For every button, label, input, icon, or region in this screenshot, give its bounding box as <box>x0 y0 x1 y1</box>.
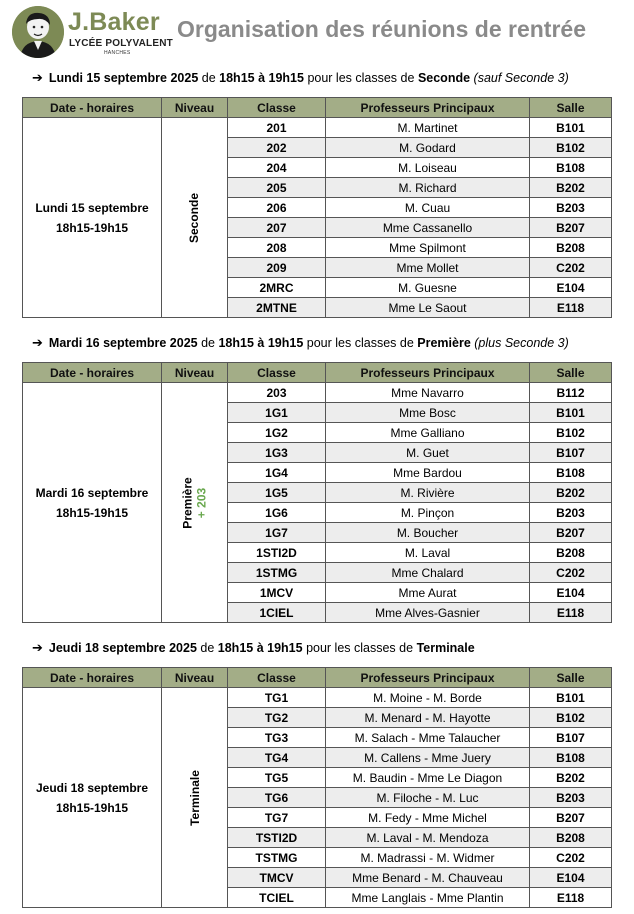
section-intro-terminale <box>32 640 475 656</box>
professeur-cell: M. Loiseau <box>326 158 530 178</box>
intro-level: Première <box>417 336 471 350</box>
professeur-cell: Mme Galliano <box>326 423 530 443</box>
col-header-niveau: Niveau <box>162 363 228 383</box>
col-header-prof: Professeurs Principaux <box>326 668 530 688</box>
arrow-icon: ➔ <box>32 640 43 655</box>
classe-cell: 1STI2D <box>228 543 326 563</box>
classe-cell: 207 <box>228 218 326 238</box>
date-hours-cell <box>23 688 162 908</box>
date-line: Lundi 15 septembre <box>35 200 149 215</box>
professeur-cell: M. Martinet <box>326 118 530 138</box>
table-header-row <box>23 98 612 118</box>
salle-cell: B208 <box>530 828 612 848</box>
intro-pour: pour les classes de <box>306 336 414 350</box>
professeur-cell: M. Laval - M. Mendoza <box>326 828 530 848</box>
col-header-date: Date - horaires <box>23 668 162 688</box>
col-header-date: Date - horaires <box>23 363 162 383</box>
classe-cell: 203 <box>228 383 326 403</box>
professeur-cell: M. Callens - Mme Juery <box>326 748 530 768</box>
professeur-cell: M. Menard - M. Hayotte <box>326 708 530 728</box>
col-header-salle: Salle <box>530 98 612 118</box>
classe-cell: 209 <box>228 258 326 278</box>
professeur-cell: M. Salach - Mme Talaucher <box>326 728 530 748</box>
schedule-table-terminale <box>22 667 612 908</box>
niveau-cell <box>162 383 228 623</box>
salle-cell: B202 <box>530 768 612 788</box>
classe-cell: 2MRC <box>228 278 326 298</box>
salle-cell: E104 <box>530 278 612 298</box>
hours-line: 18h15-19h15 <box>55 800 129 815</box>
salle-cell: B207 <box>530 808 612 828</box>
intro-time: 18h15 à 19h15 <box>219 71 304 85</box>
salle-cell: B108 <box>530 463 612 483</box>
col-header-prof: Professeurs Principaux <box>326 363 530 383</box>
classe-cell: 202 <box>228 138 326 158</box>
intro-day: Lundi 15 septembre 2025 <box>48 71 199 85</box>
intro-note: (plus Seconde 3) <box>474 336 569 350</box>
salle-cell: B208 <box>530 543 612 563</box>
intro-note: (sauf Seconde 3) <box>473 71 569 85</box>
salle-cell: B102 <box>530 423 612 443</box>
niveau-vertical-label <box>188 770 202 826</box>
intro-level: Terminale <box>416 641 475 655</box>
salle-cell: B107 <box>530 443 612 463</box>
professeur-cell: M. Cuau <box>326 198 530 218</box>
professeur-cell: Mme Benard - M. Chauveau <box>326 868 530 888</box>
classe-cell: TSTI2D <box>228 828 326 848</box>
professeur-cell: Mme Navarro <box>326 383 530 403</box>
classe-cell: 206 <box>228 198 326 218</box>
hours-line: 18h15-19h15 <box>55 505 129 520</box>
professeur-cell: M. Pinçon <box>326 503 530 523</box>
professeur-cell: Mme Langlais - Mme Plantin <box>326 888 530 908</box>
classe-cell: 1G6 <box>228 503 326 523</box>
col-header-niveau: Niveau <box>162 98 228 118</box>
professeur-cell: M. Fedy - Mme Michel <box>326 808 530 828</box>
col-header-niveau: Niveau <box>162 668 228 688</box>
salle-cell: B102 <box>530 708 612 728</box>
classe-cell: TMCV <box>228 868 326 888</box>
salle-cell: B102 <box>530 138 612 158</box>
professeur-cell: M. Boucher <box>326 523 530 543</box>
classe-cell: 205 <box>228 178 326 198</box>
salle-cell: B202 <box>530 483 612 503</box>
salle-cell: B107 <box>530 728 612 748</box>
intro-level: Seconde <box>417 71 471 85</box>
arrow-icon: ➔ <box>32 70 43 85</box>
niveau-label: Première <box>180 476 195 529</box>
school-logo-portrait <box>12 6 64 58</box>
professeur-cell: Mme Mollet <box>326 258 530 278</box>
professeur-cell: M. Guesne <box>326 278 530 298</box>
niveau-extra-label: + 203 <box>194 487 209 518</box>
professeur-cell: Mme Aurat <box>326 583 530 603</box>
salle-cell: B207 <box>530 218 612 238</box>
niveau-label: Seconde <box>187 192 202 243</box>
logo-city: HANCHES <box>104 50 131 56</box>
classe-cell: 204 <box>228 158 326 178</box>
intro-de: de <box>201 71 216 85</box>
salle-cell: B202 <box>530 178 612 198</box>
professeur-cell: Mme Alves-Gasnier <box>326 603 530 623</box>
professeur-cell: M. Godard <box>326 138 530 158</box>
col-header-salle: Salle <box>530 668 612 688</box>
classe-cell: TCIEL <box>228 888 326 908</box>
niveau-label: Terminale <box>187 769 202 826</box>
salle-cell: B208 <box>530 238 612 258</box>
section-intro-seconde <box>32 70 569 86</box>
schedule-table-seconde <box>22 97 612 318</box>
salle-cell: E118 <box>530 603 612 623</box>
col-header-date: Date - horaires <box>23 98 162 118</box>
salle-cell: E118 <box>530 298 612 318</box>
logo-subtitle: LYCÉE POLYVALENT <box>69 38 173 49</box>
salle-cell: B203 <box>530 788 612 808</box>
salle-cell: E104 <box>530 583 612 603</box>
classe-cell: TG5 <box>228 768 326 788</box>
classe-cell: 201 <box>228 118 326 138</box>
salle-cell: C202 <box>530 258 612 278</box>
intro-pour: pour les classes de <box>306 641 414 655</box>
date-hours-cell <box>23 383 162 623</box>
classe-cell: TG6 <box>228 788 326 808</box>
document-title: Organisation des réunions de rentrée <box>177 16 586 42</box>
col-header-classe: Classe <box>228 98 326 118</box>
classe-cell: TG4 <box>228 748 326 768</box>
intro-de: de <box>201 336 215 350</box>
professeur-cell: M. Rivière <box>326 483 530 503</box>
intro-de: de <box>200 641 215 655</box>
hours-line: 18h15-19h15 <box>55 220 129 235</box>
niveau-vertical-label <box>187 192 201 242</box>
classe-cell: 208 <box>228 238 326 258</box>
table-row <box>23 383 612 403</box>
date-hours-cell <box>23 118 162 318</box>
classe-cell: 1G1 <box>228 403 326 423</box>
table-header-row <box>23 668 612 688</box>
logo-name: J.Baker <box>68 8 160 36</box>
intro-time: 18h15 à 19h15 <box>217 641 303 655</box>
intro-day: Mardi 16 septembre 2025 <box>48 336 198 350</box>
table-header-row <box>23 363 612 383</box>
salle-cell: E104 <box>530 868 612 888</box>
classe-cell: 1G4 <box>228 463 326 483</box>
professeur-cell: M. Laval <box>326 543 530 563</box>
salle-cell: B203 <box>530 503 612 523</box>
classe-cell: TSTMG <box>228 848 326 868</box>
table-row <box>23 688 612 708</box>
date-line: Jeudi 18 septembre <box>35 780 149 795</box>
salle-cell: B101 <box>530 118 612 138</box>
classe-cell: 2MTNE <box>228 298 326 318</box>
classe-cell: 1CIEL <box>228 603 326 623</box>
col-header-classe: Classe <box>228 363 326 383</box>
classe-cell: 1G5 <box>228 483 326 503</box>
professeur-cell: M. Madrassi - M. Widmer <box>326 848 530 868</box>
intro-time: 18h15 à 19h15 <box>218 336 304 350</box>
salle-cell: C202 <box>530 848 612 868</box>
salle-cell: B112 <box>530 383 612 403</box>
salle-cell: B108 <box>530 748 612 768</box>
professeur-cell: M. Baudin - Mme Le Diagon <box>326 768 530 788</box>
professeur-cell: M. Richard <box>326 178 530 198</box>
col-header-prof: Professeurs Principaux <box>326 98 530 118</box>
classe-cell: 1G3 <box>228 443 326 463</box>
classe-cell: 1STMG <box>228 563 326 583</box>
salle-cell: C202 <box>530 563 612 583</box>
professeur-cell: Mme Bardou <box>326 463 530 483</box>
col-header-classe: Classe <box>228 668 326 688</box>
salle-cell: B101 <box>530 688 612 708</box>
salle-cell: B108 <box>530 158 612 178</box>
page-header <box>0 0 634 66</box>
classe-cell: TG2 <box>228 708 326 728</box>
professeur-cell: Mme Le Saout <box>326 298 530 318</box>
classe-cell: TG3 <box>228 728 326 748</box>
classe-cell: TG7 <box>228 808 326 828</box>
classe-cell: TG1 <box>228 688 326 708</box>
intro-pour: pour les classes de <box>307 71 415 85</box>
col-header-salle: Salle <box>530 363 612 383</box>
professeur-cell: Mme Spilmont <box>326 238 530 258</box>
salle-cell: B101 <box>530 403 612 423</box>
professeur-cell: Mme Cassanello <box>326 218 530 238</box>
niveau-cell <box>162 688 228 908</box>
classe-cell: 1MCV <box>228 583 326 603</box>
professeur-cell: Mme Chalard <box>326 563 530 583</box>
classe-cell: 1G2 <box>228 423 326 443</box>
section-intro-premiere <box>32 335 569 351</box>
table-row <box>23 118 612 138</box>
arrow-icon: ➔ <box>32 335 43 350</box>
date-line: Mardi 16 septembre <box>35 485 149 500</box>
classe-cell: 1G7 <box>228 523 326 543</box>
professeur-cell: Mme Bosc <box>326 403 530 423</box>
professeur-cell: M. Guet <box>326 443 530 463</box>
professeur-cell: M. Moine - M. Borde <box>326 688 530 708</box>
intro-day: Jeudi 18 septembre 2025 <box>48 641 197 655</box>
niveau-vertical-label <box>181 477 209 528</box>
salle-cell: E118 <box>530 888 612 908</box>
salle-cell: B203 <box>530 198 612 218</box>
niveau-cell <box>162 118 228 318</box>
salle-cell: B207 <box>530 523 612 543</box>
schedule-table-premiere <box>22 362 612 623</box>
professeur-cell: M. Filoche - M. Luc <box>326 788 530 808</box>
